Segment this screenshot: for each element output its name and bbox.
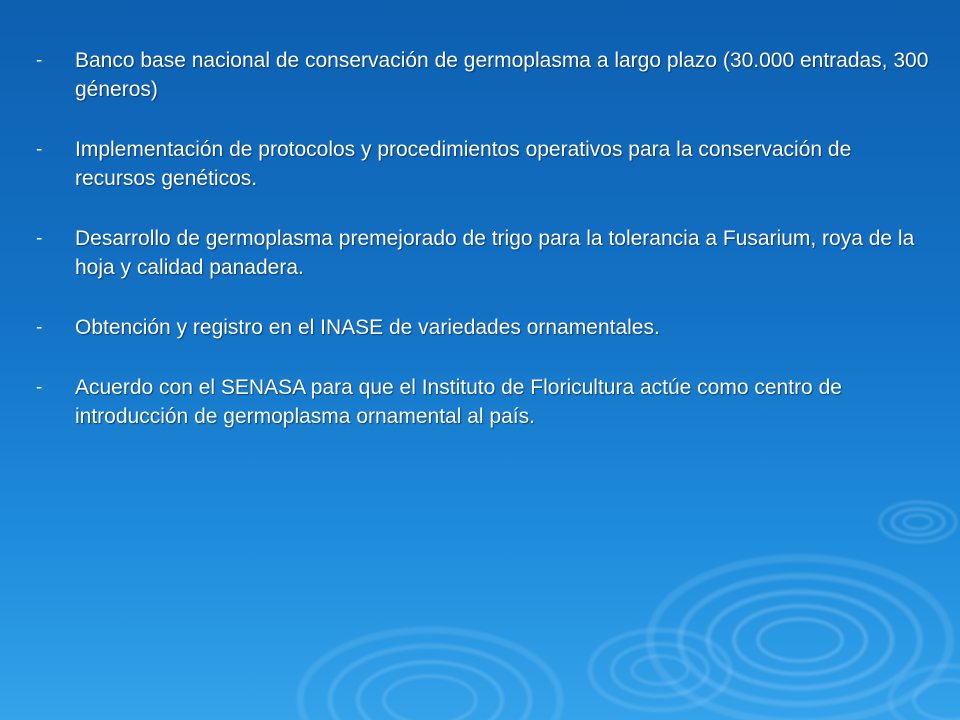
bullet-marker: - xyxy=(36,50,43,71)
bullet-text: Acuerdo con el SENASA para que el Instituto de Floricultura actúe como centro de introducción de germoplasma ornamental al país. xyxy=(75,376,842,428)
bullet-list xyxy=(34,46,934,462)
bullet-text: Banco base nacional de conservación de germoplasma a largo plazo (30.000 entradas, 300 géneros) xyxy=(75,49,929,101)
ripple-small-right xyxy=(880,502,956,542)
bullet-marker: - xyxy=(36,317,43,338)
bullet-text: Desarrollo de germoplasma premejorado de trigo para la tolerancia a Fusarium, roya de la hoja y calidad panadera. xyxy=(75,227,915,279)
bullet-text: Implementación de protocolos y procedimientos operativos para la conservación de recursos genéticos. xyxy=(75,138,852,190)
bullet-marker: - xyxy=(36,377,43,398)
ripple-large xyxy=(650,558,950,720)
ripple-medium xyxy=(300,630,560,720)
bullet-item xyxy=(34,224,934,282)
bullet-text: Obtención y registro en el INASE de variedades ornamentales. xyxy=(75,316,660,339)
bullet-marker: - xyxy=(36,228,43,249)
bullet-marker: - xyxy=(36,139,43,160)
bullet-item xyxy=(34,46,934,104)
bullet-item xyxy=(34,373,934,431)
bullet-item xyxy=(34,313,934,342)
bullet-item xyxy=(34,135,934,193)
